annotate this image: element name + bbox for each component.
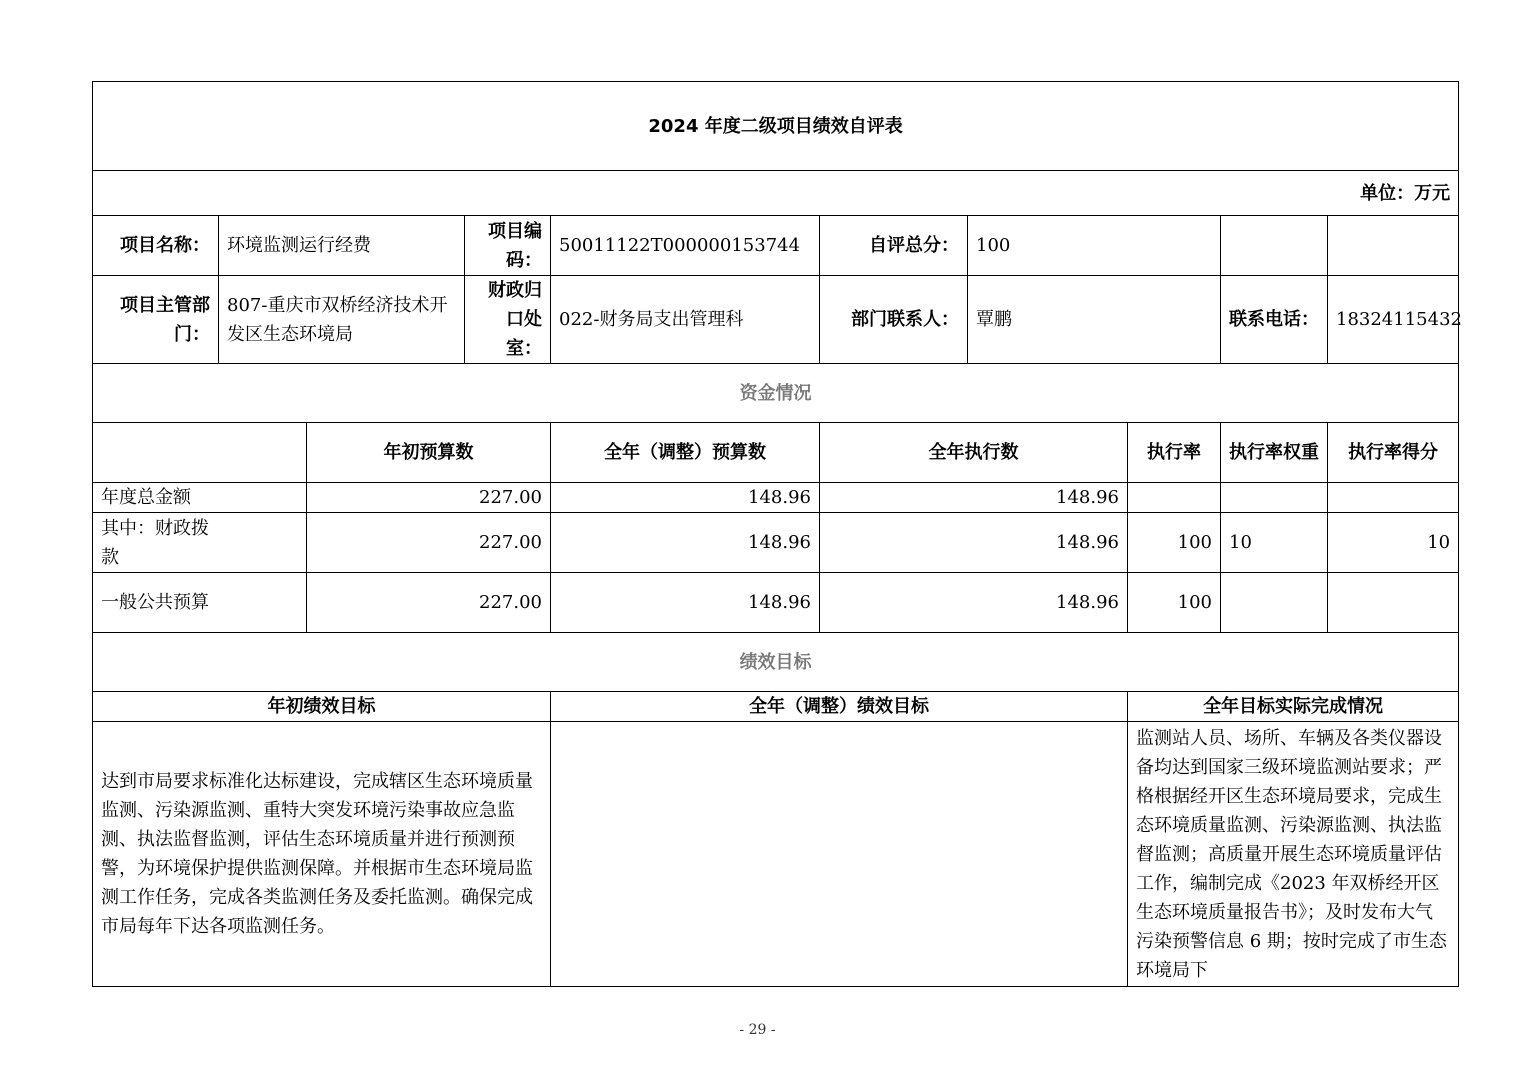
self-score-value: 100 (968, 216, 1221, 276)
cell-adjusted: 148.96 (551, 513, 820, 573)
cell-executed: 148.96 (820, 573, 1128, 633)
cell-score (1328, 573, 1459, 633)
goals-section-title: 绩效目标 (93, 633, 1459, 692)
cell-initial: 227.00 (307, 573, 551, 633)
header-initial-goal: 年初绩效目标 (93, 692, 551, 722)
header-rate-score: 执行率得分 (1328, 423, 1459, 483)
cell-rate: 100 (1128, 513, 1221, 573)
header-initial-budget: 年初预算数 (307, 423, 551, 483)
cell-executed: 148.96 (820, 483, 1128, 513)
finance-office-label: 财政归口处室： (465, 276, 551, 364)
cell-weight (1221, 483, 1328, 513)
header-executed: 全年执行数 (820, 423, 1128, 483)
empty-header-cell (93, 423, 307, 483)
phone-label: 联系电话： (1221, 276, 1328, 364)
unit-label: 单位：万元 (93, 171, 1459, 216)
cell-initial: 227.00 (307, 483, 551, 513)
funds-section-title: 资金情况 (93, 364, 1459, 423)
empty-cell (1328, 216, 1459, 276)
cell-adjusted: 148.96 (551, 573, 820, 633)
cell-weight (1221, 573, 1328, 633)
contact-label: 部门联系人： (820, 276, 968, 364)
header-adjusted-goal: 全年（调整）绩效目标 (551, 692, 1128, 722)
evaluation-form (92, 81, 1462, 987)
phone-value: 18324115432 (1328, 276, 1459, 364)
row-label-general (93, 573, 307, 633)
header-exec-rate: 执行率 (1128, 423, 1221, 483)
adjusted-goal-text (551, 722, 1128, 987)
initial-goal-text: 达到市局要求标准化达标建设，完成辖区生态环境质量监测、污染源监测、重特大突发环境污染事故应急监测、执法监督监测，评估生态环境质量并进行预测预警，为环境保护提供监测保障。并根据市生态环境局监测工作任务，完成各类监测任务及委托监测。确保完成市局每年下达各项监测任务。 (93, 722, 551, 987)
project-code-value: 50011122T000000153744 (551, 216, 820, 276)
cell-rate (1128, 483, 1221, 513)
header-actual-completion: 全年目标实际完成情况 (1128, 692, 1459, 722)
page-number: - 29 - (739, 1022, 776, 1038)
project-name-label: 项目名称： (93, 216, 219, 276)
row-label-general-text: 一般公共预算 (101, 592, 209, 613)
cell-initial: 227.00 (307, 513, 551, 573)
row-label-fiscal-text: 其中：财政拨款 (101, 517, 209, 568)
cell-score: 10 (1328, 513, 1459, 573)
cell-weight: 10 (1221, 513, 1328, 573)
actual-completion-text: 监测站人员、场所、车辆及各类仪器设备均达到国家三级环境监测站要求；严格根据经开区生态环境局要求，完成生态环境质量监测、污染源监测、执法监督监测；高质量开展生态环境质量评估工作，编制完成《2023 年双桥经开区生态环境质量报告书》；及时发布大气污染预警信息 6 期；按时完成了市生态环境局下 (1128, 722, 1459, 987)
header-adjusted-budget: 全年（调整）预算数 (551, 423, 820, 483)
form-table (92, 81, 1462, 987)
dept-value: 807-重庆市双桥经济技术开发区生态环境局 (219, 276, 465, 364)
self-score-label: 自评总分： (820, 216, 968, 276)
cell-rate: 100 (1128, 573, 1221, 633)
form-title: 2024 年度二级项目绩效自评表 (93, 82, 1459, 171)
project-name-value: 环境监测运行经费 (219, 216, 465, 276)
row-label-fiscal (93, 513, 307, 573)
header-rate-weight: 执行率权重 (1221, 423, 1328, 483)
cell-executed: 148.96 (820, 513, 1128, 573)
project-code-label: 项目编码： (465, 216, 551, 276)
finance-office-value: 022-财务局支出管理科 (551, 276, 820, 364)
cell-adjusted: 148.96 (551, 483, 820, 513)
dept-label: 项目主管部门： (93, 276, 219, 364)
row-label-total: 年度总金额 (93, 483, 307, 513)
contact-value: 覃鹏 (968, 276, 1221, 364)
cell-score (1328, 483, 1459, 513)
empty-cell (1221, 216, 1328, 276)
